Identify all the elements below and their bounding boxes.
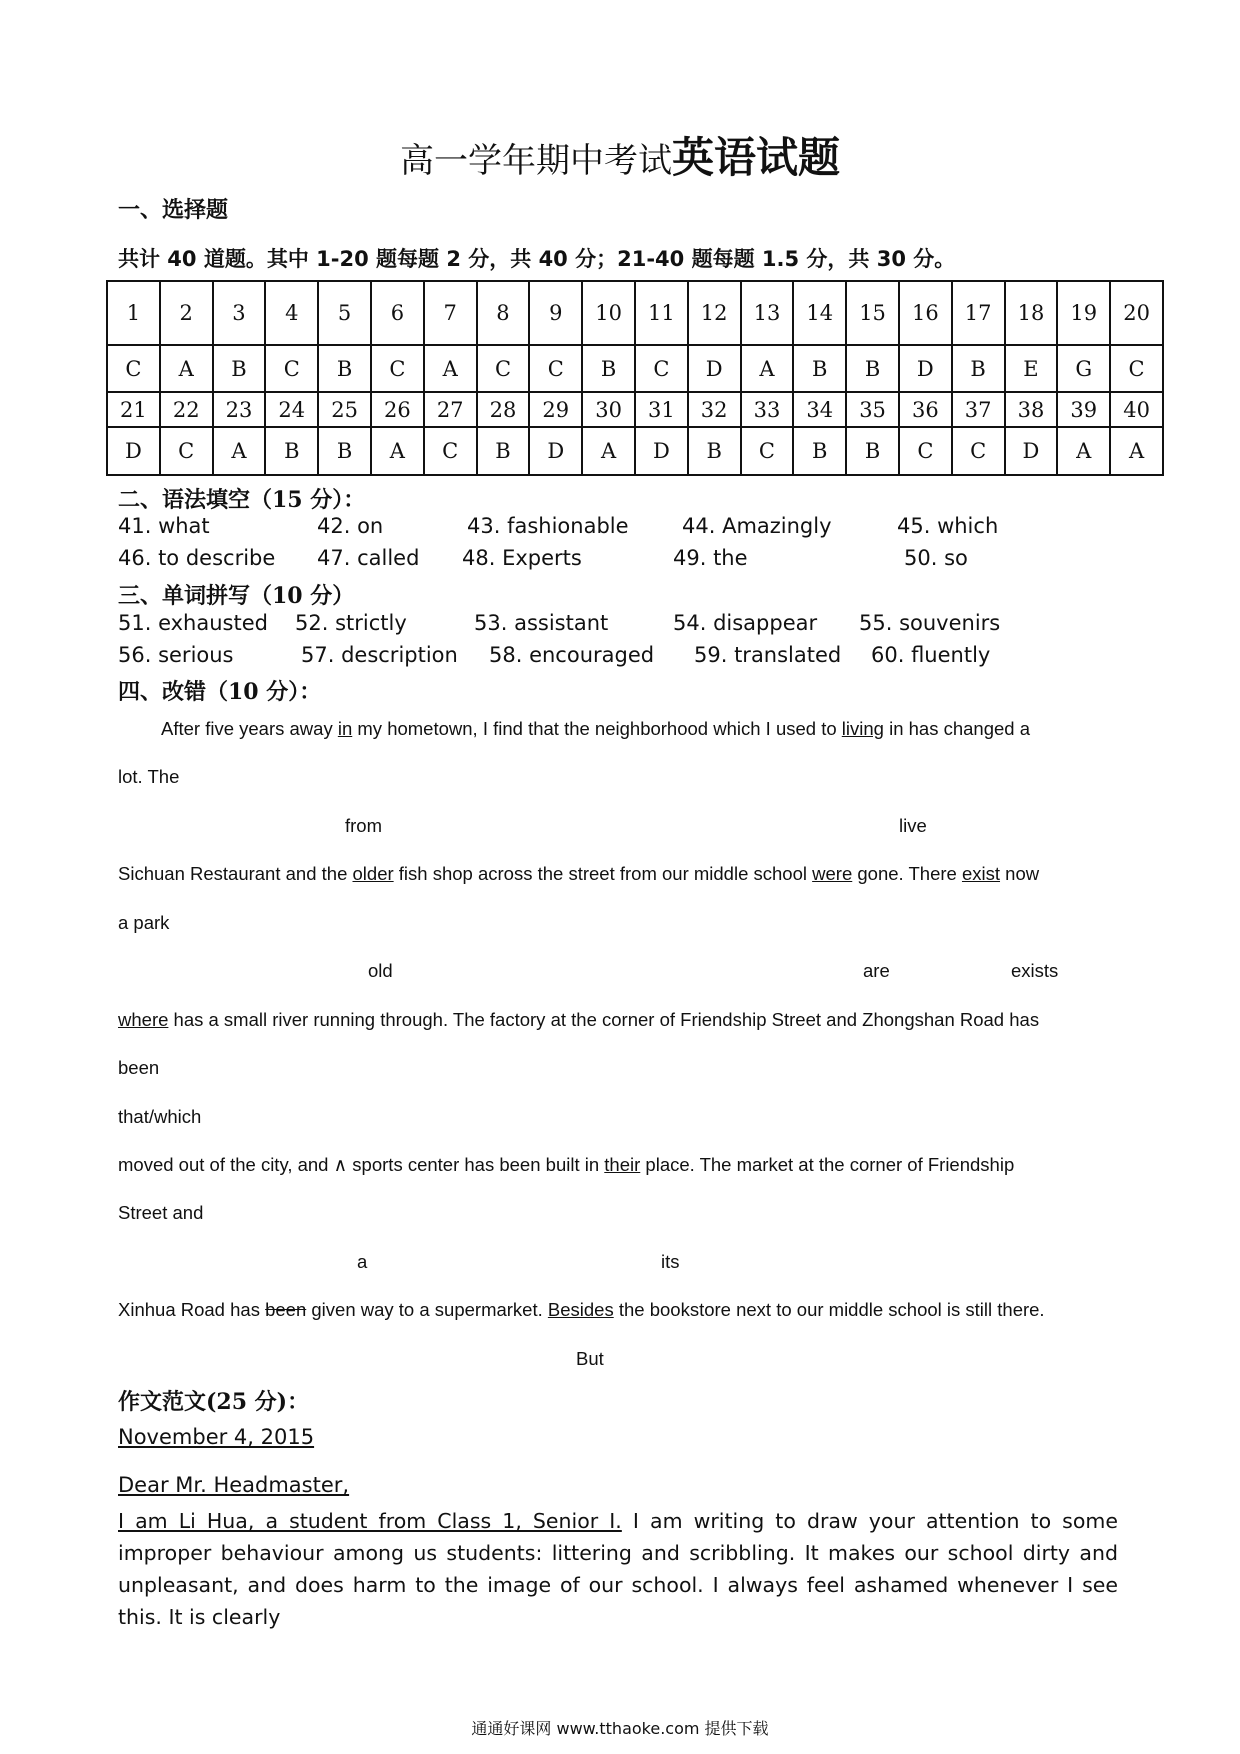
correction-note: that/which (118, 1106, 202, 1127)
answer-cell: C (107, 345, 160, 392)
answer-cell: E (1005, 345, 1058, 392)
question-number-cell: 12 (688, 281, 741, 345)
answer-cell: B (265, 427, 318, 475)
question-number-cell: 13 (741, 281, 794, 345)
question-number-cell: 30 (582, 392, 635, 427)
question-number-cell: 32 (688, 392, 741, 427)
correction-note: But (576, 1348, 604, 1369)
answer-cell: C (371, 345, 424, 392)
correction-line-3: Sichuan Restaurant and the older fish shop across the street from our middle school were gone. There exist now (118, 863, 1040, 884)
essay-date: November 4, 2015 (118, 1425, 315, 1449)
essay-greeting: Dear Mr. Headmaster, (118, 1473, 350, 1497)
answer-53: 53. assistant (474, 611, 609, 635)
answer-cell: A (160, 345, 213, 392)
correction-line-2: lot. The (118, 766, 180, 787)
footer-source: 通通好课网 www.tthaoke.com 提供下载 (471, 1719, 769, 1738)
section1-note: 共计 40 道题。其中 1-20 题每题 2 分，共 40 分；21-40 题每题 1.5 分，共 30 分。 (118, 247, 956, 271)
answer-46: 46. to describe (118, 546, 276, 570)
answer-60: 60. fluently (871, 643, 991, 667)
question-number-cell: 19 (1057, 281, 1110, 345)
question-number-cell: 21 (107, 392, 160, 427)
answer-51: 51. exhausted (118, 611, 268, 635)
answer-44: 44. Amazingly (682, 514, 832, 538)
correction-note: are (863, 960, 890, 981)
answer-cell: C (952, 427, 1005, 475)
answer-cell: A (741, 345, 794, 392)
answer-cell: D (635, 427, 688, 475)
question-number-cell: 35 (846, 392, 899, 427)
question-number-cell: 27 (424, 392, 477, 427)
answer-43: 43. fashionable (467, 514, 629, 538)
answer-cell: G (1057, 345, 1110, 392)
question-number-cell: 29 (529, 392, 582, 427)
question-number-cell: 5 (318, 281, 371, 345)
answer-cell: B (846, 345, 899, 392)
question-number-cell: 20 (1110, 281, 1163, 345)
correction-line-8: Street and (118, 1202, 204, 1223)
question-number-cell: 7 (424, 281, 477, 345)
essay-intro: I am Li Hua, a student from Class 1, Senior I. (118, 1509, 622, 1533)
question-number-cell: 34 (793, 392, 846, 427)
answer-row (107, 345, 1163, 392)
answer-cell: C (529, 345, 582, 392)
answer-cell: B (318, 345, 371, 392)
answer-cell: A (582, 427, 635, 475)
section1-heading: 一、选择题 (118, 197, 229, 223)
question-number-cell: 23 (213, 392, 266, 427)
answer-cell: D (899, 345, 952, 392)
question-number-cell: 31 (635, 392, 688, 427)
answer-54: 54. disappear (673, 611, 818, 635)
question-number-cell: 15 (846, 281, 899, 345)
answer-59: 59. translated (694, 643, 842, 667)
question-number-cell: 22 (160, 392, 213, 427)
question-number-cell: 3 (213, 281, 266, 345)
answer-cell: D (529, 427, 582, 475)
question-number-cell: 1 (107, 281, 160, 345)
correction-note: from (345, 815, 382, 836)
title-part2: 英语试题 (671, 133, 840, 182)
question-number-cell: 11 (635, 281, 688, 345)
essay-heading: 作文范文(25 分)： (118, 1389, 310, 1415)
answer-cell: B (213, 345, 266, 392)
answer-47: 47. called (317, 546, 420, 570)
question-number-cell: 37 (952, 392, 1005, 427)
section2-heading: 二、语法填空（15 分）： (118, 487, 366, 513)
answer-cell: C (741, 427, 794, 475)
answer-cell: C (899, 427, 952, 475)
question-number-cell: 16 (899, 281, 952, 345)
answer-cell: B (318, 427, 371, 475)
question-number-cell: 26 (371, 392, 424, 427)
correction-note: exists (1011, 960, 1059, 981)
question-number-cell: 33 (741, 392, 794, 427)
answer-cell: D (1005, 427, 1058, 475)
answer-cell: D (688, 345, 741, 392)
answer-cell: B (688, 427, 741, 475)
correction-line-9: Xinhua Road has been given way to a supermarket. Besides the bookstore next to our middle school is still there. (118, 1299, 1045, 1320)
answer-52: 52. strictly (295, 611, 407, 635)
correction-note: old (368, 960, 393, 981)
answer-cell: B (477, 427, 530, 475)
question-number-row (107, 392, 1163, 427)
question-number-cell: 10 (582, 281, 635, 345)
answer-56: 56. serious (118, 643, 234, 667)
answer-57: 57. description (301, 643, 458, 667)
question-number-row (107, 281, 1163, 345)
question-number-cell: 18 (1005, 281, 1058, 345)
question-number-cell: 28 (477, 392, 530, 427)
title-part1: 高一学年期中考试 (399, 141, 672, 181)
answer-cell: A (1110, 427, 1163, 475)
answer-41: 41. what (118, 514, 210, 538)
answer-cell: C (477, 345, 530, 392)
question-number-cell: 8 (477, 281, 530, 345)
essay-text: I am writing to draw your attention to some improper behaviour among us students: littering and scribbling. It makes our school dirty and unpleasant, and does harm to the image of our school. I always feel ashamed whenever I see this. It is clearly (118, 1509, 1118, 1629)
answer-cell: A (371, 427, 424, 475)
question-number-cell: 40 (1110, 392, 1163, 427)
correction-note: a (357, 1251, 368, 1272)
page-title (0, 125, 1240, 185)
answer-cell: D (107, 427, 160, 475)
question-number-cell: 6 (371, 281, 424, 345)
question-number-cell: 4 (265, 281, 318, 345)
answer-cell: C (1110, 345, 1163, 392)
answer-cell: C (265, 345, 318, 392)
answer-cell: C (635, 345, 688, 392)
essay-body (118, 1505, 1118, 1633)
answer-cell: B (793, 345, 846, 392)
answer-58: 58. encouraged (489, 643, 655, 667)
question-number-cell: 2 (160, 281, 213, 345)
correction-note: its (661, 1251, 680, 1272)
insert-caret: ∧ (333, 1154, 348, 1175)
answer-45: 45. which (897, 514, 999, 538)
correction-line-7: moved out of the city, and ∧ sports center has been built in their place. The market at the corner of Friendship (118, 1154, 1015, 1175)
question-number-cell: 38 (1005, 392, 1058, 427)
answer-row (107, 427, 1163, 475)
answer-50: 50. so (904, 546, 968, 570)
correction-note: live (899, 815, 927, 836)
answer-49: 49. the (673, 546, 748, 570)
answer-cell: A (213, 427, 266, 475)
answer-cell: B (952, 345, 1005, 392)
section3-heading: 三、单词拼写（10 分） (118, 583, 355, 609)
question-number-cell: 24 (265, 392, 318, 427)
question-number-cell: 17 (952, 281, 1005, 345)
answer-55: 55. souvenirs (859, 611, 1001, 635)
question-number-cell: 25 (318, 392, 371, 427)
correction-line-1: After five years away in my hometown, I find that the neighborhood which I used to living in has changed a (161, 718, 1031, 739)
answer-cell: C (160, 427, 213, 475)
answer-cell: C (424, 427, 477, 475)
correction-line-6: been (118, 1057, 160, 1078)
question-number-cell: 14 (793, 281, 846, 345)
correction-line-5: where has a small river running through. The factory at the corner of Friendship Street and Zhongshan Road has (118, 1009, 1040, 1030)
answer-42: 42. on (317, 514, 384, 538)
question-number-cell: 9 (529, 281, 582, 345)
answer-48: 48. Experts (462, 546, 582, 570)
answer-cell: A (424, 345, 477, 392)
answer-cell: A (1057, 427, 1110, 475)
answer-cell: B (582, 345, 635, 392)
section4-heading: 四、改错（10 分）： (118, 679, 322, 705)
answer-cell: B (793, 427, 846, 475)
question-number-cell: 39 (1057, 392, 1110, 427)
question-number-cell: 36 (899, 392, 952, 427)
correction-line-4: a park (118, 912, 170, 933)
answer-table (106, 280, 1164, 476)
answer-cell: B (846, 427, 899, 475)
